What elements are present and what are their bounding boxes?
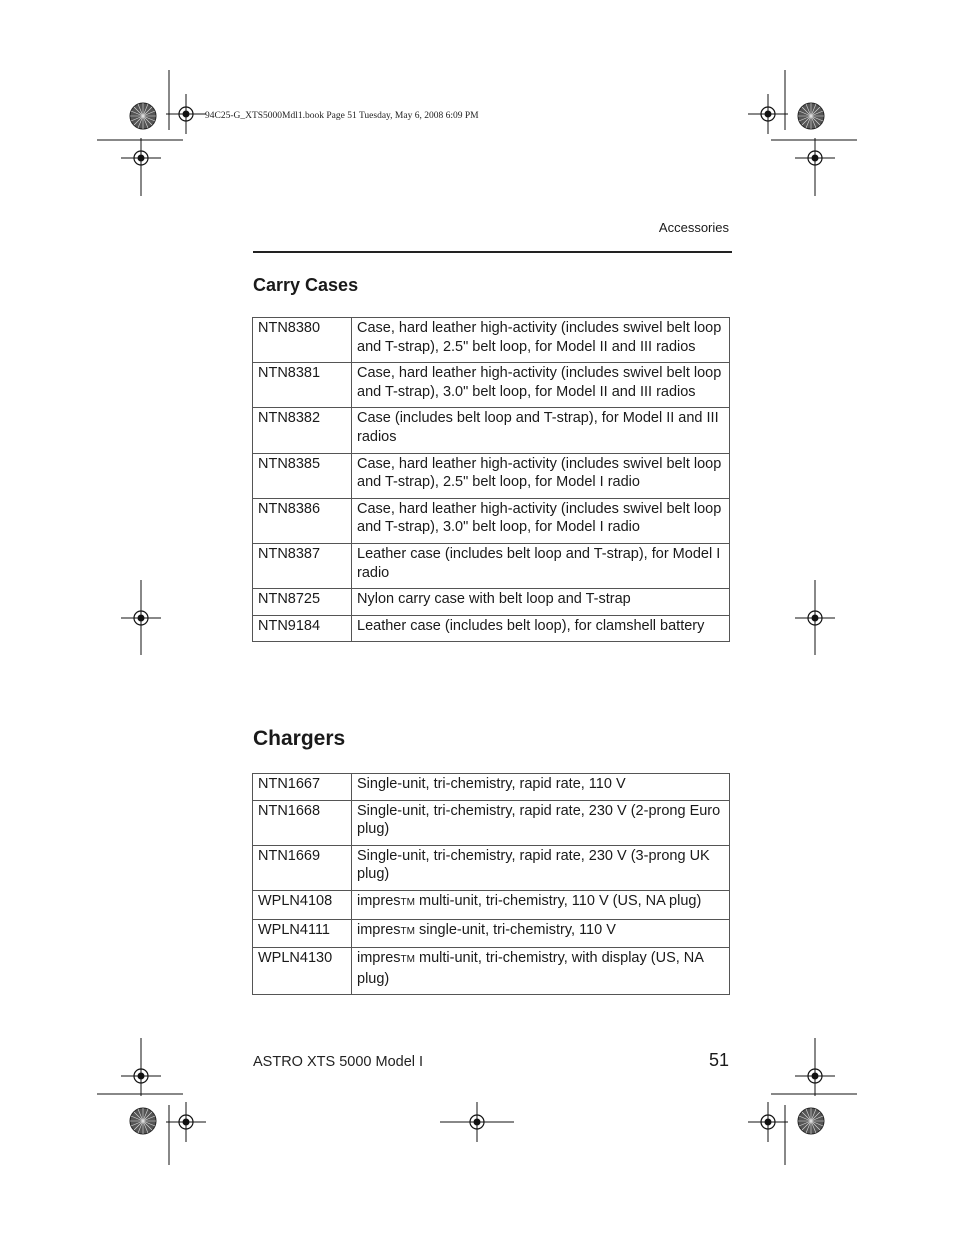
part-description: Leather case (includes belt loop and T-strap), for Model I radio bbox=[352, 543, 730, 588]
table-row bbox=[253, 948, 730, 995]
part-number: NTN8386 bbox=[253, 498, 352, 543]
registration-mark-icon bbox=[166, 1102, 206, 1142]
part-description: Single-unit, tri-chemistry, rapid rate, 230 V (3-prong UK plug) bbox=[352, 845, 730, 890]
part-description: Nylon carry case with belt loop and T-strap bbox=[352, 589, 730, 616]
carry-cases-table bbox=[252, 317, 730, 642]
header-rule bbox=[253, 251, 732, 253]
part-description: Single-unit, tri-chemistry, rapid rate, 230 V (2-prong Euro plug) bbox=[352, 800, 730, 845]
page-number: 51 bbox=[708, 1050, 729, 1070]
part-description: Case, hard leather high-activity (includes swivel belt loop and T-strap), 2.5" belt loop, for Model II and III radios bbox=[352, 318, 730, 363]
table-row bbox=[253, 318, 730, 363]
part-number: NTN1669 bbox=[253, 845, 352, 890]
table-row bbox=[253, 919, 730, 948]
part-number: NTN8725 bbox=[253, 589, 352, 616]
brand-name: impres bbox=[357, 950, 401, 967]
part-number: NTN8380 bbox=[253, 318, 352, 363]
part-number: NTN8381 bbox=[253, 363, 352, 408]
description-text: multi-unit, tri-chemistry, with display (US, NA plug) bbox=[357, 950, 704, 987]
registration-star-icon bbox=[798, 103, 824, 129]
table-row bbox=[253, 408, 730, 453]
table-row bbox=[253, 453, 730, 498]
registration-star-icon bbox=[130, 103, 156, 129]
part-number: NTN9184 bbox=[253, 615, 352, 642]
book-info-slug: 94C25-G_XTS5000Mdl1.book Page 51 Tuesday, May 6, 2008 6:09 PM bbox=[205, 111, 479, 121]
part-description: Leather case (includes belt loop), for clamshell battery bbox=[352, 615, 730, 642]
carry-cases-heading: Carry Cases bbox=[253, 275, 359, 295]
part-number: NTN8387 bbox=[253, 543, 352, 588]
part-description: Case, hard leather high-activity (includes swivel belt loop and T-strap), 2.5" belt loop, for Model I radio bbox=[352, 453, 730, 498]
part-number: WPLN4111 bbox=[253, 919, 352, 948]
table-row bbox=[253, 800, 730, 845]
table-row bbox=[253, 498, 730, 543]
description-text: multi-unit, tri-chemistry, 110 V (US, NA plug) bbox=[414, 892, 702, 909]
table-row bbox=[253, 615, 730, 642]
part-description bbox=[352, 919, 730, 948]
part-description bbox=[352, 948, 730, 995]
description-text: single-unit, tri-chemistry, 110 V bbox=[414, 921, 616, 938]
part-number: WPLN4130 bbox=[253, 948, 352, 995]
trademark-symbol: TM bbox=[400, 925, 415, 937]
running-head: Accessories bbox=[658, 220, 729, 235]
part-number: NTN1667 bbox=[253, 774, 352, 801]
part-number: NTN8382 bbox=[253, 408, 352, 453]
registration-star-icon bbox=[798, 1108, 824, 1134]
table-row bbox=[253, 589, 730, 616]
registration-mark-icon bbox=[166, 94, 206, 134]
part-description: Case, hard leather high-activity (includes swivel belt loop and T-strap), 3.0" belt loop, for Model I radio bbox=[352, 498, 730, 543]
part-number: NTN8385 bbox=[253, 453, 352, 498]
trademark-symbol: TM bbox=[400, 896, 415, 908]
table-row bbox=[253, 363, 730, 408]
chargers-heading: Chargers bbox=[253, 727, 346, 750]
chargers-table bbox=[252, 773, 730, 995]
table-row bbox=[253, 543, 730, 588]
part-description: Case, hard leather high-activity (includes swivel belt loop and T-strap), 3.0" belt loop, for Model II and III radios bbox=[352, 363, 730, 408]
table-row bbox=[253, 890, 730, 919]
registration-star-icon bbox=[130, 1108, 156, 1134]
registration-mark-icon bbox=[748, 1102, 788, 1142]
part-description: Single-unit, tri-chemistry, rapid rate, 110 V bbox=[352, 774, 730, 801]
part-number: NTN1668 bbox=[253, 800, 352, 845]
table-row bbox=[253, 845, 730, 890]
brand-name: impres bbox=[357, 921, 401, 938]
footer-title: ASTRO XTS 5000 Model I bbox=[253, 1054, 424, 1070]
part-description bbox=[352, 890, 730, 919]
registration-mark-icon bbox=[748, 94, 788, 134]
part-description: Case (includes belt loop and T-strap), for Model II and III radios bbox=[352, 408, 730, 453]
part-number: WPLN4108 bbox=[253, 890, 352, 919]
trademark-symbol: TM bbox=[400, 954, 415, 966]
table-row bbox=[253, 774, 730, 801]
brand-name: impres bbox=[357, 892, 401, 909]
